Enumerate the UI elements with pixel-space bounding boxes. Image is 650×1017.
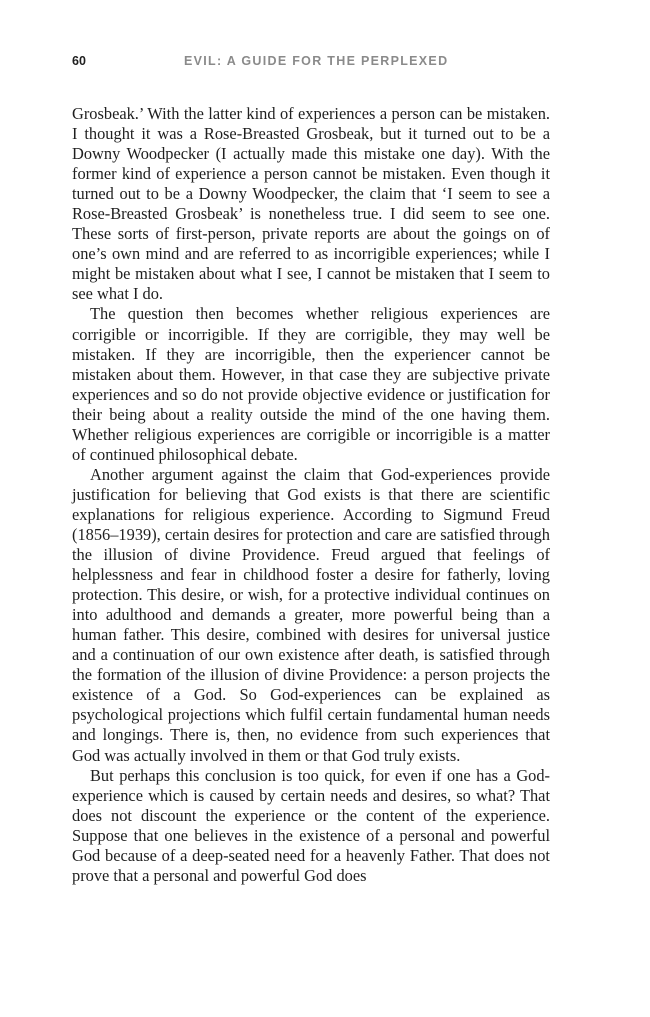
paragraph-4: But perhaps this conclusion is too quick, for even if one has a God-experience which is caused by certain needs and desires, so what? That does not discount the experience or the content of the experience. Suppose that one believes in the existence of a personal and powerful God because of a deep-seated need for a heavenly Father. That does not prove that a personal and powerful God does <box>72 765 550 885</box>
page-number: 60 <box>72 54 86 68</box>
running-head <box>72 52 550 72</box>
book-page <box>72 52 550 886</box>
paragraph-2: The question then becomes whether religious experiences are corrigible or incorrigible. If they are corrigible, they may well be mistaken. If they are incorrigible, then the experiencer cannot be mistaken about them. However, in that case they are subjective private experiences and so do not provide objective evidence or justification for their being about a reality outside the mind of the one having them. Whether religious experiences are corrigible or incorrigible is a matter of continued philosophical debate. <box>72 304 550 464</box>
paragraph-1: Grosbeak.’ With the latter kind of experiences a person can be mistaken. I thought it was a Rose-Breasted Grosbeak, but it turned out to be a Downy Woodpecker (I actually made this mistake one day). With the former kind of experience a person cannot be mistaken. Even though it turned out to be a Downy Woodpecker, the claim that ‘I seem to see a Rose-Breasted Grosbeak’ is nonetheless true. I did seem to see one. These sorts of first-person, private reports are about the goings on of one’s own mind and are referred to as incorrigible experiences; while I might be mistaken about what I see, I cannot be mistaken that I seem to see what I do. <box>72 104 550 304</box>
running-title: EVIL: A GUIDE FOR THE PERPLEXED <box>184 54 449 68</box>
body-text <box>72 104 550 886</box>
paragraph-3: Another argument against the claim that God-experiences provide justification for believing that God exists is that there are scientific explanations for religious experience. According to Sigmund Freud (1856–1939), certain desires for protection and care are satisfied through the illusion of divine Providence. Freud argued that feelings of helplessness and fear in childhood foster a desire for fatherly, loving protection. This desire, or wish, for a protective individual continues on into adulthood and demands a greater, more powerful being than a human father. This desire, combined with desires for universal justice and a continuation of our own existence after death, is satisfied through the formation of the illusion of divine Providence: a person projects the existence of a God. So God-experiences can be explained as psychological projections which fulfil certain fundamental human needs and longings. There is, then, no evidence from such experiences that God was actually involved in them or that God truly exists. <box>72 464 550 765</box>
